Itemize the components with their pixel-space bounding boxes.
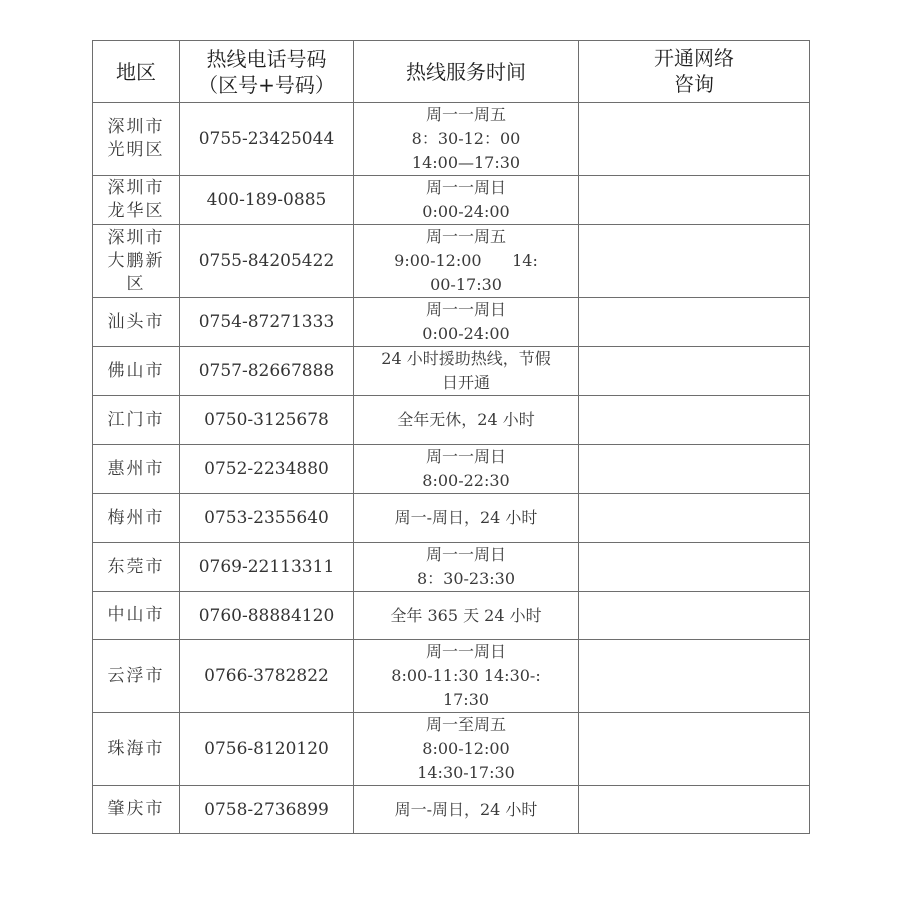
region-cell (93, 543, 180, 592)
hours-cell (354, 640, 579, 713)
region-line: 深圳市 (107, 227, 165, 248)
phone-cell (180, 494, 354, 543)
hours-cell (354, 786, 579, 834)
consult-cell (579, 176, 810, 225)
hours-line: 8:00-11:30 14:30-: (391, 666, 541, 685)
phone-cell (180, 640, 354, 713)
region-line: 惠州市 (107, 458, 165, 479)
header-consult-line1: 开通网络 (654, 46, 734, 70)
hours-line: 0:00-24:00 (422, 324, 510, 343)
region-line: 中山市 (107, 605, 165, 625)
phone-number: 0750-3125678 (204, 410, 329, 430)
phone-number: 400-189-0885 (206, 190, 327, 210)
table-row (93, 347, 810, 396)
region-cell (93, 494, 180, 543)
phone-number: 0760-88884120 (198, 605, 335, 626)
consult-cell (579, 103, 810, 176)
table-row (93, 543, 810, 592)
region-cell (93, 225, 180, 298)
region-line: 梅州市 (107, 507, 165, 528)
phone-number: 0757-82667888 (198, 361, 335, 381)
region-cell (93, 347, 180, 396)
phone-cell (180, 396, 354, 445)
hours-cell (354, 103, 579, 176)
phone-cell (180, 786, 354, 834)
hours-cell (354, 445, 579, 494)
region-cell (93, 445, 180, 494)
hours-line: 周一一周日 (425, 447, 506, 466)
hours-line: 周一一周日 (425, 545, 506, 564)
hours-line: 周一一周五 (425, 105, 506, 124)
table-row (93, 103, 810, 176)
hours-line: 周一一周五 (425, 227, 506, 246)
phone-number: 0752-2234880 (204, 459, 329, 479)
hours-line: 周一-周日，24 小时 (394, 508, 538, 527)
header-consult (579, 41, 810, 103)
region-line: 江门市 (107, 409, 165, 430)
header-phone-line2: （区号+号码） (198, 72, 335, 97)
table-row (93, 494, 810, 543)
phone-cell (180, 225, 354, 298)
hours-cell (354, 298, 579, 347)
consult-cell (579, 494, 810, 543)
region-cell (93, 640, 180, 713)
phone-cell (180, 298, 354, 347)
region-cell (93, 103, 180, 176)
table-row (93, 225, 810, 298)
consult-cell (579, 543, 810, 592)
header-row (93, 41, 810, 103)
consult-cell (579, 396, 810, 445)
consult-cell (579, 640, 810, 713)
hours-cell (354, 713, 579, 786)
consult-cell (579, 786, 810, 834)
hotline-table (92, 40, 810, 834)
header-hours: 热线服务时间 (354, 41, 579, 103)
region-line: 区 (126, 273, 146, 294)
hours-cell (354, 347, 579, 396)
region-line: 深圳市 (107, 117, 165, 137)
hours-line: 周一一周日 (425, 178, 506, 197)
header-phone-line1: 热线电话号码 (206, 46, 327, 71)
hours-line: 24 小时援助热线，节假 (381, 349, 551, 368)
phone-cell (180, 176, 354, 225)
hours-line: 0:00-24:00 (422, 202, 510, 221)
phone-number: 0766-3782822 (204, 666, 329, 686)
phone-number: 0755-23425044 (198, 129, 335, 149)
consult-cell (579, 225, 810, 298)
region-line: 深圳市 (107, 178, 165, 198)
phone-number: 0753-2355640 (204, 508, 329, 528)
hours-line: 周一一周日 (425, 642, 506, 661)
phone-cell (180, 445, 354, 494)
hours-line: 8：30-23:30 (416, 569, 516, 588)
hours-line: 周一一周日 (425, 300, 506, 319)
consult-cell (579, 298, 810, 347)
phone-cell (180, 713, 354, 786)
hours-line: 日开通 (441, 373, 490, 392)
header-region: 地区 (93, 41, 180, 103)
consult-cell (579, 347, 810, 396)
hours-line: 14:00—17:30 (411, 153, 521, 172)
phone-cell (180, 103, 354, 176)
hours-cell (354, 543, 579, 592)
region-cell (93, 176, 180, 225)
hours-line: 周一-周日，24 小时 (394, 799, 538, 819)
region-cell (93, 786, 180, 834)
hours-line: 8：30-12：00 (411, 129, 521, 148)
phone-number: 0756-8120120 (204, 739, 329, 759)
hours-cell (354, 176, 579, 225)
consult-cell (579, 713, 810, 786)
table-row (93, 640, 810, 713)
header-consult-line2: 咨询 (674, 72, 714, 96)
table-row (93, 592, 810, 640)
hours-cell (354, 592, 579, 640)
phone-cell (180, 592, 354, 640)
phone-number: 0754-87271333 (198, 312, 335, 332)
hours-line: 00-17:30 (430, 275, 502, 294)
region-cell (93, 713, 180, 786)
phone-number: 0758-2736899 (204, 799, 329, 820)
table-row (93, 396, 810, 445)
table-row (93, 176, 810, 225)
hours-line: 8:00-12:00 (422, 739, 510, 758)
region-line: 佛山市 (107, 360, 165, 381)
region-line: 龙华区 (107, 201, 165, 221)
region-line: 汕头市 (107, 311, 165, 332)
hours-line: 9:00-12:00 14: (394, 251, 538, 270)
consult-cell (579, 445, 810, 494)
hours-line: 17:30 (442, 690, 490, 709)
phone-number: 0769-22113311 (198, 557, 335, 577)
region-line: 大鹏新 (107, 250, 165, 271)
region-cell (93, 298, 180, 347)
table-row (93, 298, 810, 347)
region-cell (93, 396, 180, 445)
table-row (93, 786, 810, 834)
table-row (93, 445, 810, 494)
table-row (93, 713, 810, 786)
phone-cell (180, 347, 354, 396)
region-line: 东莞市 (107, 556, 165, 577)
hours-line: 全年 365 天 24 小时 (390, 605, 542, 625)
hours-line: 周一至周五 (425, 715, 506, 734)
hours-line: 全年无休，24 小时 (397, 410, 535, 429)
region-line: 光明区 (107, 140, 165, 160)
hours-cell (354, 225, 579, 298)
hours-line: 14:30-17:30 (417, 763, 515, 782)
region-cell (93, 592, 180, 640)
consult-cell (579, 592, 810, 640)
phone-cell (180, 543, 354, 592)
header-phone (180, 41, 354, 103)
region-line: 肇庆市 (107, 799, 165, 819)
hours-line: 8:00-22:30 (422, 471, 510, 490)
hours-cell (354, 396, 579, 445)
region-line: 珠海市 (107, 738, 165, 759)
region-line: 云浮市 (107, 665, 165, 686)
table-body (93, 103, 810, 834)
phone-number: 0755-84205422 (198, 251, 335, 271)
hours-cell (354, 494, 579, 543)
